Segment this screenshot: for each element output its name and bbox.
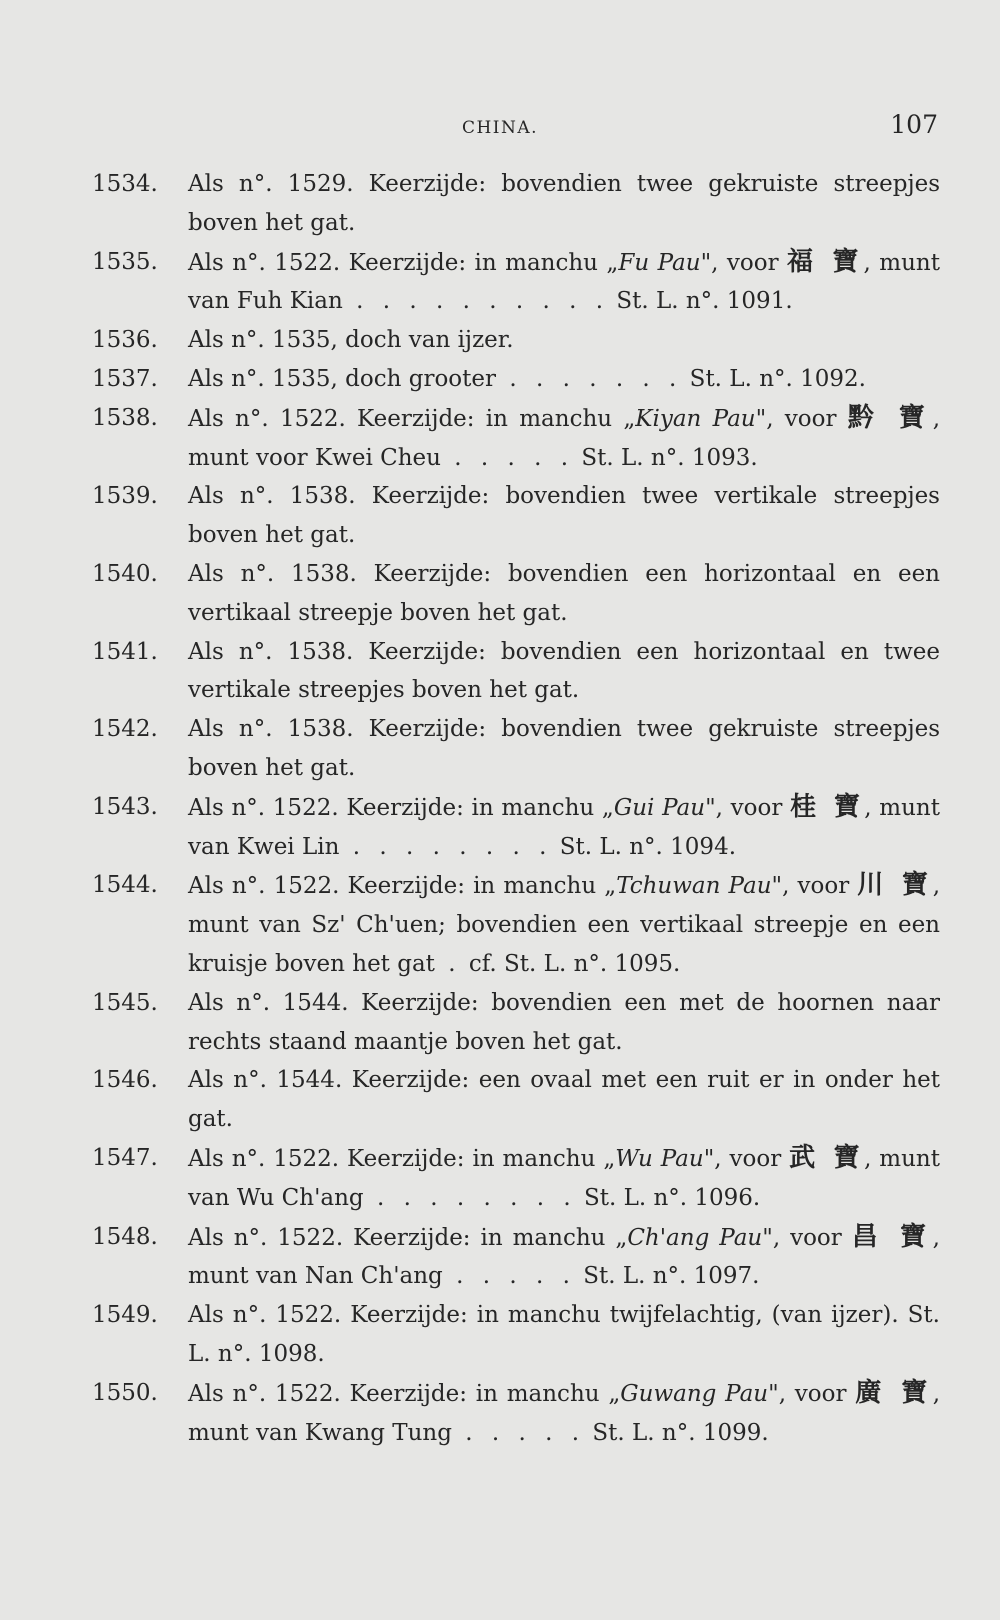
entry-description: Als n°. 1538. Keerzijde: bovendien een horizontaal en twee vertikale streepjes boven het gat.: [188, 638, 940, 704]
entry-number: 1535.: [92, 248, 158, 275]
catalogue-entry: [92, 1139, 940, 1218]
chinese-characters: 福 寶: [787, 246, 864, 277]
leader-dots: . . . . .: [442, 1263, 576, 1290]
entry-number: 1548.: [92, 1223, 158, 1250]
entry-text: [188, 321, 940, 360]
entry-text: [188, 710, 940, 788]
entry-description: Als n°. 1535, doch grooter: [188, 365, 497, 392]
entry-description-cont: ", voor: [771, 873, 858, 900]
catalogue-entry: [92, 1374, 940, 1453]
entry-mint: , munt van Wu Ch'ang: [188, 1145, 940, 1211]
entry-description: Als n°. 1538. Keerzijde: bovendien twee vertikale streepjes boven het gat.: [188, 483, 940, 549]
coin-name: Fu Pau: [618, 249, 701, 276]
entry-number: 1550.: [92, 1379, 158, 1406]
entry-text: [188, 1218, 940, 1297]
entry-text: [188, 866, 940, 983]
entry-text: [188, 555, 940, 633]
entry-number: 1547.: [92, 1144, 158, 1171]
entry-number: 1541.: [92, 638, 158, 665]
entry-number: 1538.: [92, 404, 158, 431]
leader-dots: . . . . . . .: [496, 365, 683, 392]
entry-mint: , munt van Kwei Lin: [188, 794, 940, 860]
leader-dots: .: [434, 950, 462, 977]
entry-text: [188, 1061, 940, 1139]
entry-description-cont: ", voor: [755, 405, 848, 432]
entry-mint: , munt voor Kwei Cheu: [188, 405, 940, 471]
entry-number: 1546.: [92, 1067, 158, 1094]
entry-description: Als n°. 1522. Keerzijde: in manchu „: [188, 249, 619, 276]
entry-text: [188, 788, 940, 867]
entry-text: [188, 360, 940, 399]
entry-number: 1544.: [92, 872, 158, 899]
coin-name: Wu Pau: [615, 1145, 704, 1172]
reference: St. L. n°. 1091.: [609, 288, 793, 315]
entry-description: Als n°. 1522. Keerzijde: in manchu „: [188, 794, 614, 821]
coin-name: Guwang Pau: [620, 1380, 769, 1407]
entry-description: Als n°. 1529. Keerzijde: bovendien twee gekruiste streepjes boven het gat.: [188, 171, 940, 236]
entry-number: 1543.: [92, 793, 158, 820]
entry-description: Als n°. 1535, doch van ijzer.: [188, 327, 514, 354]
leader-dots: . . . . .: [451, 1419, 586, 1446]
catalogue-entry: [92, 984, 940, 1062]
catalogue-entry: [92, 555, 940, 633]
leader-dots: . . . . . . . .: [363, 1184, 577, 1211]
entry-description-cont: ", voor: [700, 249, 788, 276]
entry-description-cont: ", voor: [703, 1145, 790, 1172]
running-header: CHINA.: [461, 118, 539, 138]
entry-number: 1536.: [92, 327, 158, 354]
entry-text: [188, 1139, 940, 1218]
entry-number: 1537.: [92, 365, 158, 392]
entry-description: Als n°. 1538. Keerzijde: bovendien een horizontaal en een vertikaal streepje boven het gat.: [188, 560, 940, 626]
reference: cf. St. L. n°. 1095.: [461, 950, 681, 977]
coin-name: Tchuwan Pau: [616, 873, 772, 900]
catalogue-entry: [92, 165, 940, 243]
entry-number: 1540.: [92, 560, 158, 587]
reference: St. L. n°. 1094.: [552, 833, 737, 860]
catalogue-entry: [92, 399, 940, 478]
entry-description: Als n°. 1538. Keerzijde: bovendien twee gekruiste streepjes boven het gat.: [188, 716, 940, 781]
chinese-characters: 武 寶: [789, 1142, 865, 1173]
catalogue-entry: [92, 1296, 940, 1374]
entry-mint: , munt van Nan Ch'ang: [188, 1224, 940, 1290]
catalogue-entry: [92, 1218, 940, 1297]
catalogue-entry: [92, 633, 940, 711]
leader-dots: . . . . . . . .: [339, 833, 553, 860]
reference: St. L. n°. 1099.: [585, 1419, 769, 1446]
entry-description-cont: ", voor: [768, 1380, 856, 1407]
coin-name: Ch'ang Pau: [627, 1224, 763, 1251]
coin-name: Gui Pau: [613, 794, 706, 821]
chinese-characters: 黔 寶: [847, 402, 933, 433]
reference: St. L. n°. 1093.: [574, 444, 758, 471]
entry-number: 1534.: [92, 171, 158, 197]
entry-text: [188, 984, 940, 1062]
leader-dots: . . . . .: [440, 444, 575, 471]
catalogue-entry: [92, 360, 940, 399]
entry-number: 1549.: [92, 1302, 158, 1329]
entry-description-cont: ", voor: [762, 1224, 852, 1251]
entry-description: Als n°. 1522. Keerzijde: in manchu „: [188, 1224, 628, 1251]
entry-description: Als n°. 1522. Keerzijde: in manchu „: [188, 873, 617, 900]
catalogue-entries: [92, 165, 940, 1452]
entry-description-cont: ", voor: [705, 794, 791, 821]
catalogue-entry: [92, 321, 940, 360]
entry-text: [188, 243, 940, 322]
entry-description: Als n°. 1522. Keerzijde: in manchu „: [188, 405, 636, 432]
entry-description: Als n°. 1544. Keerzijde: een ovaal met een ruit er in onder het gat.: [188, 1067, 940, 1133]
entry-number: 1539.: [92, 483, 158, 510]
leader-dots: . . . . . . . . . .: [342, 288, 610, 315]
chinese-characters: 桂 寶: [790, 791, 865, 822]
entry-mint: , munt van Sz' Ch'uen; bovendien een vertikaal streepje en een kruisje boven het gat: [188, 873, 940, 977]
entry-text: [188, 165, 940, 243]
entry-text: [188, 399, 940, 478]
reference: St. L. n°. 1092.: [682, 365, 866, 392]
entry-text: [188, 1296, 940, 1374]
chinese-characters: 昌 寶: [851, 1221, 933, 1252]
reference: St. L. n°. 1096.: [576, 1184, 761, 1211]
chinese-characters: 川 寶: [857, 870, 933, 901]
catalogue-entry: [92, 866, 940, 983]
page-number: 107: [890, 110, 938, 139]
catalogue-entry: [92, 243, 940, 322]
entry-description: Als n°. 1544. Keerzijde: bovendien een met de hoornen naar rechts staand maantje boven het gat.: [188, 989, 940, 1055]
entry-mint: , munt van Kwang Tung: [188, 1380, 940, 1446]
entry-number: 1545.: [92, 989, 158, 1016]
entry-description: Als n°. 1522. Keerzijde: in manchu „: [188, 1380, 621, 1407]
catalogue-entry: [92, 788, 940, 867]
entry-number: 1542.: [92, 716, 158, 743]
entry-description: Als n°. 1522. Keerzijde: in manchu „: [188, 1145, 616, 1172]
entry-text: [188, 633, 940, 711]
entry-text: [188, 477, 940, 555]
catalogue-entry: [92, 1061, 940, 1139]
entry-text: [188, 1374, 940, 1453]
chinese-characters: 廣 寶: [855, 1377, 933, 1408]
coin-name: Kiyan Pau: [635, 405, 756, 432]
catalogue-entry: [92, 477, 940, 555]
entry-mint: , munt van Fuh Kian: [188, 249, 940, 315]
reference: St. L. n°. 1097.: [575, 1263, 760, 1290]
entry-description: Als n°. 1522. Keerzijde: in manchu twijfelachtig, (van ijzer). St. L. n°. 1098.: [188, 1302, 940, 1367]
catalogue-entry: [92, 710, 940, 788]
